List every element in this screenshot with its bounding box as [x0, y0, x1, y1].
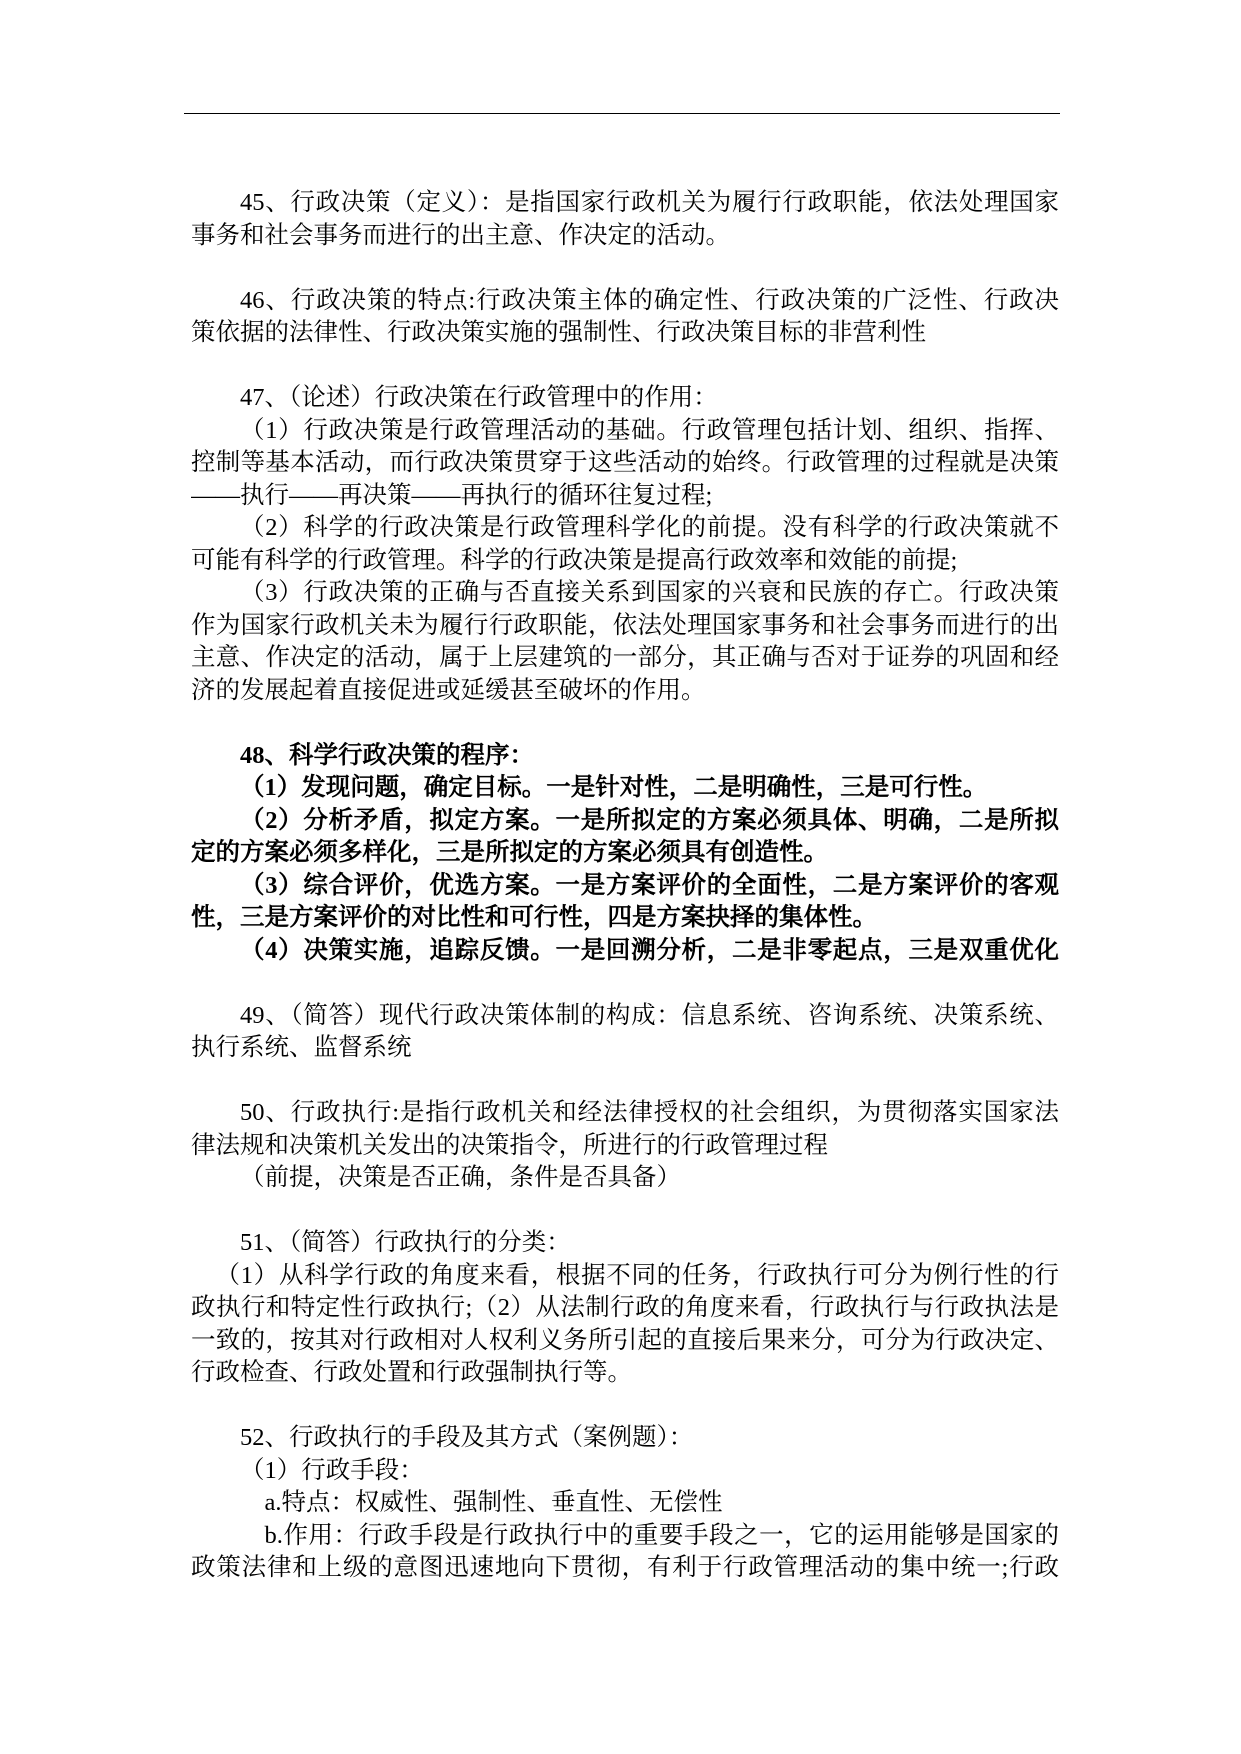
item-51-line-5: 行政检查、行政处置和行政强制执行等。	[191, 1359, 632, 1386]
item-48	[191, 740, 1059, 968]
item-46-line-1: 46、行政决策的特点:行政决策主体的确定性、行政决策的广泛性、行政决	[240, 286, 1059, 314]
item-47-line-3: 控制等基本活动，而行政决策贯穿于这些活动的始终。行政管理的过程就是决策	[191, 449, 1059, 476]
item-50	[191, 1097, 1059, 1195]
item-48-line-6: 性，三是方案评价的对比性和可行性，四是方案抉择的集体性。	[191, 904, 877, 931]
item-47-title: 47、（论述）行政决策在行政管理中的作用：	[240, 384, 718, 411]
item-49-line-2: 执行系统、监督系统	[191, 1034, 412, 1061]
item-47	[191, 382, 1059, 707]
item-52-line-5: 政策法律和上级的意图迅速地向下贯彻，有利于行政管理活动的集中统一;行政	[191, 1554, 1059, 1581]
item-52-subhead: （1）行政手段：	[240, 1456, 424, 1484]
item-45-line-2: 事务和社会事务而进行的出主意、作决定的活动。	[191, 221, 730, 249]
document-body	[191, 187, 1059, 1585]
item-47-line-4: ——执行——再决策——再执行的循环往复过程;	[191, 481, 713, 509]
item-47-line-5: （2）科学的行政决策是行政管理科学化的前提。没有科学的行政决策就不	[240, 514, 1059, 541]
item-51-title: 51、（简答）行政执行的分类：	[240, 1229, 571, 1256]
item-48-line-5: （3）综合评价，优选方案。一是方案评价的全面性，二是方案评价的客观	[240, 871, 1059, 899]
item-46-line-2: 策依据的法律性、行政决策实施的强制性、行政决策目标的非营利性	[191, 319, 926, 346]
item-52-point-b: b.作用：行政手段是行政执行中的重要手段之一，它的运用能够是国家的	[264, 1521, 1059, 1549]
item-47-line-9: 主意、作决定的活动，属于上层建筑的一部分，其正确与否对于证券的巩固和经	[191, 644, 1059, 671]
item-50-line-2: 律法规和决策机关发出的决策指令，所进行的行政管理过程	[191, 1131, 828, 1159]
header-rule	[184, 113, 1060, 114]
item-50-note: （前提，决策是否正确，条件是否具备）	[240, 1164, 681, 1191]
item-48-line-2: （1）发现问题，确定目标。一是针对性，二是明确性，三是可行性。	[240, 774, 988, 801]
item-51	[191, 1227, 1059, 1390]
item-47-line-8: 作为国家行政机关未为履行行政职能，依法处理国家事务和社会事务而进行的出	[191, 611, 1059, 639]
item-45-line-1: 45、行政决策（定义）：是指国家行政机关为履行行政职能，依法处理国家	[240, 189, 1059, 216]
item-51-line-2: （1）从科学行政的角度来看，根据不同的任务，行政执行可分为例行性的行	[215, 1261, 1059, 1289]
item-46	[191, 285, 1059, 350]
item-47-line-2: （1）行政决策是行政管理活动的基础。行政管理包括计划、组织、指挥、	[240, 416, 1059, 444]
item-48-line-7: （4）决策实施，追踪反馈。一是回溯分析，二是非零起点，三是双重优化	[240, 936, 1059, 964]
item-48-line-3: （2）分析矛盾，拟定方案。一是所拟定的方案必须具体、明确，二是所拟	[240, 806, 1059, 834]
item-48-title: 48、科学行政决策的程序：	[240, 741, 534, 769]
item-50-line-1: 50、行政执行:是指行政机关和经法律授权的社会组织，为贯彻落实国家法	[240, 1099, 1059, 1126]
item-49-line-1: 49、（简答）现代行政决策体制的构成：信息系统、咨询系统、决策系统、	[240, 1001, 1059, 1029]
item-47-line-7: （3）行政决策的正确与否直接关系到国家的兴衰和民族的存亡。行政决策	[240, 579, 1059, 606]
item-52-point-a: a.特点：权威性、强制性、垂直性、无偿性	[264, 1489, 723, 1516]
item-52-title: 52、行政执行的手段及其方式（案例题）：	[240, 1424, 694, 1451]
item-48-line-4: 定的方案必须多样化，三是所拟定的方案必须具有创造性。	[191, 839, 828, 866]
item-47-line-10: 济的发展起着直接促进或延缓甚至破坏的作用。	[191, 676, 706, 704]
item-52	[191, 1422, 1059, 1585]
item-45	[191, 187, 1059, 252]
item-51-line-4: 一致的，按其对行政相对人权利义务所引起的直接后果来分，可分为行政决定、	[191, 1326, 1059, 1354]
item-47-line-6: 可能有科学的行政管理。科学的行政决策是提高行政效率和效能的前提;	[191, 546, 958, 574]
item-49	[191, 1000, 1059, 1065]
item-51-line-3: 政执行和特定性行政执行;（2）从法制行政的角度来看，行政执行与行政执法是	[191, 1294, 1059, 1321]
